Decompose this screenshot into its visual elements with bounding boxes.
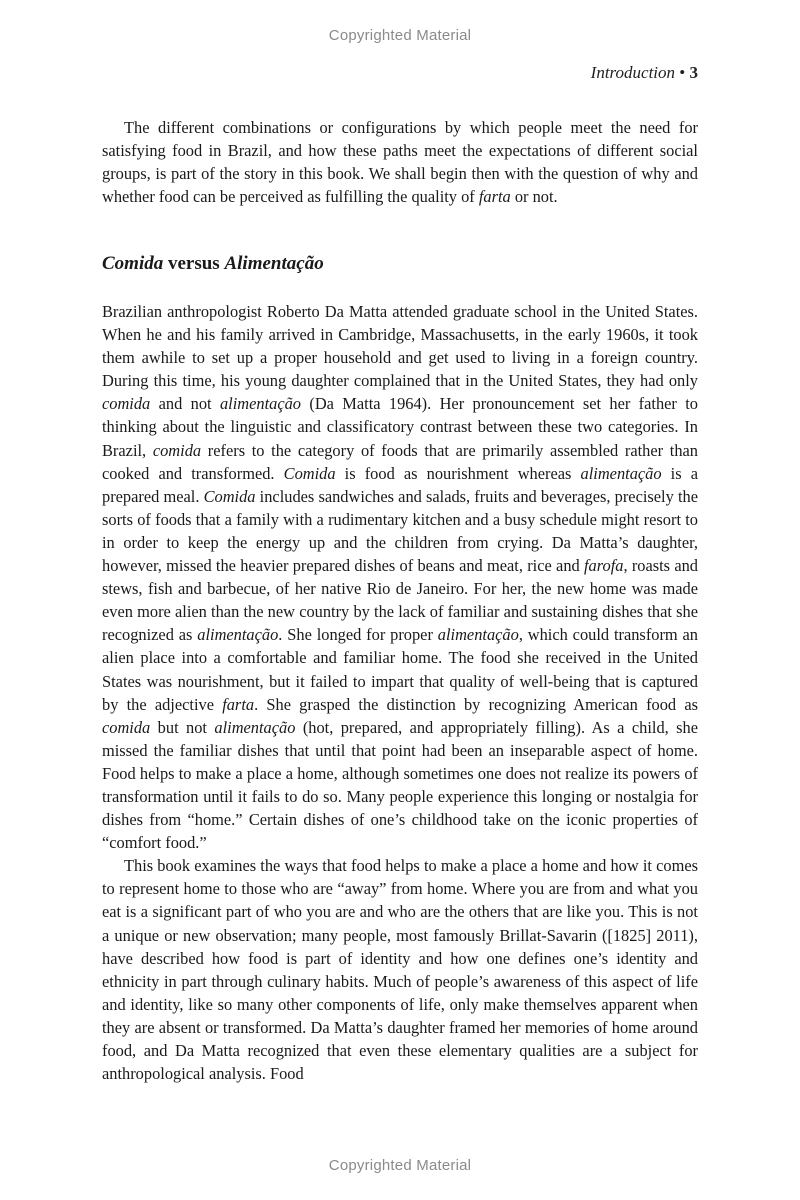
heading-term-alimentacao: Alimentação bbox=[224, 253, 324, 274]
section-heading bbox=[102, 253, 698, 275]
intro-text-block bbox=[102, 116, 698, 208]
running-head bbox=[591, 63, 698, 83]
page-number: 3 bbox=[689, 63, 698, 82]
running-head-title: Introduction bbox=[590, 63, 676, 82]
section-body bbox=[102, 300, 698, 1085]
italic-term: farta bbox=[478, 187, 511, 207]
body-paragraph-1: Brazilian anthropologist Roberto Da Matta attended graduate school in the United States. When he and his family arrived in Cambridge, Massachusetts, in the early 1960s, it took them awhile to set up a proper household and get used to living in a foreign country. During this time, his young daughter complained that in the United States, they had only comida and not alimentação (Da Matta 1964). Her pronouncement set her father to thinking about the linguistic and classificatory contrast between these two categories. In Brazil, comida refers to the category of foods that are primarily assembled rather than cooked and transformed. Comida is food as nourishment whereas alimentação is a prepared meal. Comida includes sandwiches and salads, fruits and beverages, precisely the sorts of foods that a family with a rudimentary kitchen and a busy schedule might resort to in order to keep the energy up and the children from crying. Da Matta’s daughter, however, missed the heavier prepared dishes of beans and meat, rice and farofa, roasts and stews, fish and barbecue, of her native Rio de Janeiro. For her, the new home was made even more alien than the new country by the lack of familiar and sustaining dishes that she recognized as alimentação. She longed for proper alimentação, which could transform an alien place into a comfortable and familiar home. The food she received in the United States was nourishment, but it failed to impart that quality of well-being that is captured by the adjective farta. She grasped the distinction by recognizing American food as comida but not alimentação (hot, prepared, and appropriately filling). As a child, she missed the familiar dishes that until that point had been an inseparable aspect of home. Food helps to make a place a home, although sometimes one does not realize its powers of transformation until it fails to do so. Many people experience this longing or nostalgia for dishes from “home.” Certain dishes of one’s childhood take on the iconic properties of “comfort food.” bbox=[102, 302, 699, 853]
intro-paragraph: The different combinations or configurations by which people meet the need for satisfying food in Brazil, and how these paths meet the expectations of different social groups, is part of the story in this book. We shall begin then with the question of why and whether food can be perceived as fulfilling the quality of farta or not. bbox=[102, 118, 698, 207]
copyright-watermark-bottom: Copyrighted Material bbox=[328, 1157, 472, 1174]
heading-term-comida: Comida bbox=[102, 253, 164, 274]
copyright-watermark-top: Copyrighted Material bbox=[328, 27, 472, 44]
body-paragraph-2: This book examines the ways that food helps to make a place a home and how it comes to represent home to those who are “away” from home. Where you are from and what you eat is a significant part of who you are and who are the others that are like you. This is not a unique or new observation; many people, most famously Brillat-Savarin ([1825] 2011), have described how food is part of identity and how one defines one’s identity and ethnicity in part through culinary habits. Much of people’s awareness of this aspect of life and identity, like so many other components of life, only make themselves apparent when they are absent or transformed. Da Matta’s daughter framed her memories of home around food, and Da Matta recognized that even these elementary qualities are a subject for anthropological analysis. Food bbox=[102, 856, 698, 1084]
heading-connector: versus bbox=[163, 253, 225, 274]
running-head-separator: • bbox=[679, 63, 686, 82]
